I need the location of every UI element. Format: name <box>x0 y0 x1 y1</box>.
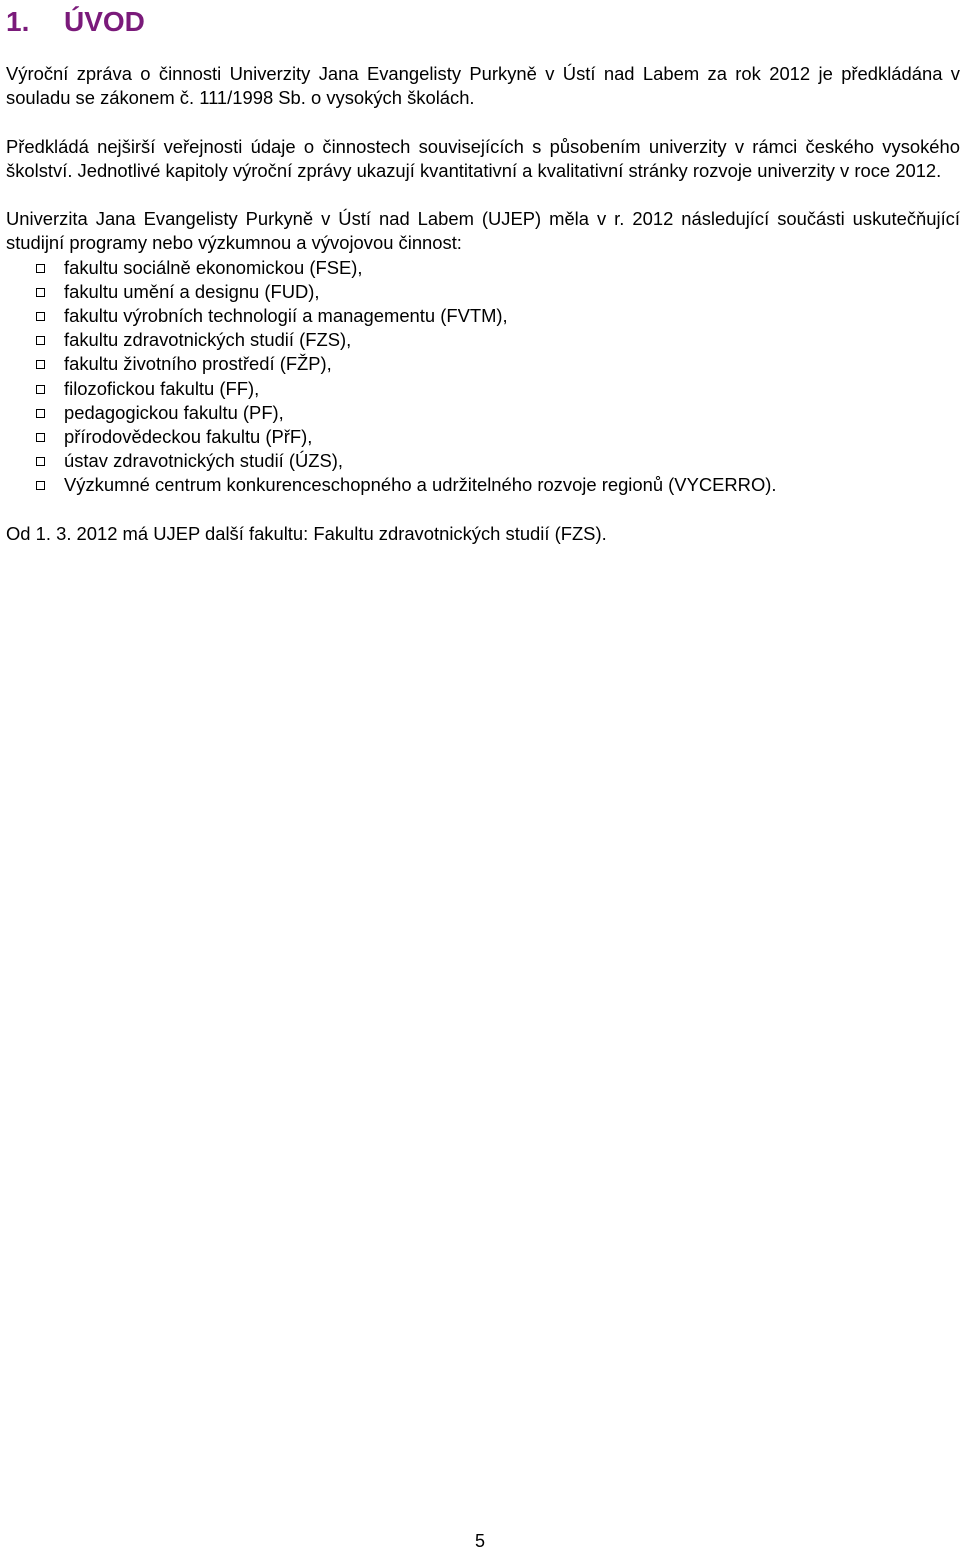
square-bullet-icon <box>36 360 45 369</box>
square-bullet-icon <box>36 409 45 418</box>
square-bullet-icon <box>36 288 45 297</box>
document-body <box>6 62 960 570</box>
list-item: přírodovědeckou fakultu (PřF), <box>6 425 960 449</box>
components-list <box>6 256 960 498</box>
page-number: 5 <box>474 1531 485 1551</box>
list-item: fakultu životního prostředí (FŽP), <box>6 352 960 376</box>
square-bullet-icon <box>36 336 45 345</box>
list-item: fakultu umění a designu (FUD), <box>6 280 960 304</box>
square-bullet-icon <box>36 312 45 321</box>
square-bullet-icon <box>36 433 45 442</box>
list-item: fakultu zdravotnických studií (FZS), <box>6 328 960 352</box>
square-bullet-icon <box>36 385 45 394</box>
purpose-paragraph: Předkládá nejširší veřejnosti údaje o činnostech souvisejících s působením univerzity v rámci českého vysokého školství. Jednotlivé kapitoly výroční zprávy ukazují kvantitativní a kvalitativní stránky rozvoje univerzity v roce 2012. <box>6 135 960 181</box>
square-bullet-icon <box>36 457 45 466</box>
intro-paragraph: Výroční zpráva o činnosti Univerzity Jana Evangelisty Purkyně v Ústí nad Labem za rok 2012 je předkládána v souladu se zákonem č. 111/1998 Sb. o vysokých školách. <box>6 63 960 109</box>
list-item: ústav zdravotnických studií (ÚZS), <box>6 449 960 473</box>
square-bullet-icon <box>36 264 45 273</box>
components-intro-paragraph: Univerzita Jana Evangelisty Purkyně v Ústí nad Labem (UJEP) měla v r. 2012 následující součásti uskutečňující studijní programy nebo výzkumnou a vývojovou činnost: <box>6 208 960 254</box>
section-title: ÚVOD <box>64 6 145 37</box>
closing-paragraph: Od 1. 3. 2012 má UJEP další fakultu: Fakultu zdravotnických studií (FZS). <box>6 522 607 544</box>
square-bullet-icon <box>36 481 45 490</box>
list-item: filozofickou fakultu (FF), <box>6 377 960 401</box>
list-item: pedagogickou fakultu (PF), <box>6 401 960 425</box>
list-item: Výzkumné centrum konkurenceschopného a udržitelného rozvoje regionů (VYCERRO). <box>6 473 960 497</box>
list-item: fakultu výrobních technologií a managementu (FVTM), <box>6 304 960 328</box>
section-heading <box>6 2 145 42</box>
list-item: fakultu sociálně ekonomickou (FSE), <box>6 256 960 280</box>
section-number: 1. <box>6 6 30 37</box>
